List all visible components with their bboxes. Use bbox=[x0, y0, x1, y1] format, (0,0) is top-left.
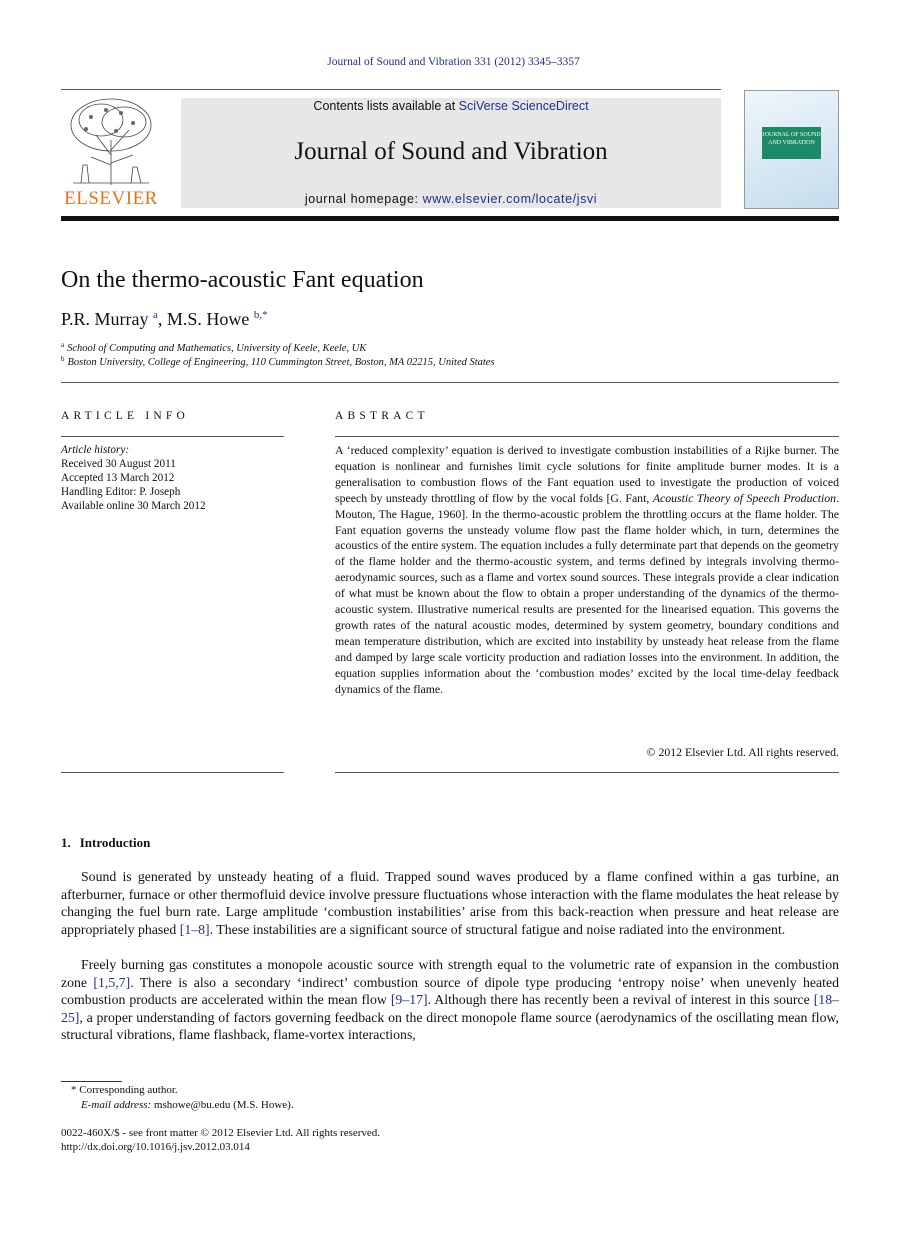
section-divider bbox=[61, 382, 839, 383]
corresponding-author-note: * Corresponding author. bbox=[71, 1084, 178, 1096]
journal-citation[interactable]: Journal of Sound and Vibration 331 (2012) 3345–3357 bbox=[327, 56, 580, 68]
paragraph-text: . There is also a secondary ‘indirect’ combustion source of dipole type producing ‘entropy noise’ when unevenly heated combustion products are accelerated within the mean flow bbox=[61, 974, 839, 1007]
contents-line bbox=[181, 99, 721, 113]
abstract-copyright: © 2012 Elsevier Ltd. All rights reserved. bbox=[646, 745, 839, 759]
paragraph-text: . Although there has recently been a revival of interest in this source bbox=[427, 992, 814, 1007]
abstract-ref-title: Acoustic Theory of Speech Production bbox=[652, 490, 837, 505]
sciencedirect-link[interactable]: SciVerse ScienceDirect bbox=[458, 99, 589, 113]
abstract-heading: ABSTRACT bbox=[335, 410, 429, 422]
journal-cover-thumbnail[interactable] bbox=[744, 90, 839, 209]
affiliation-mark: a bbox=[61, 341, 65, 349]
section-number: 1. bbox=[61, 835, 71, 850]
tree-logo-icon bbox=[61, 95, 161, 187]
publisher-wordmark: ELSEVIER bbox=[64, 188, 158, 209]
elsevier-logo bbox=[61, 95, 161, 210]
abstract-bottom-rule bbox=[335, 772, 839, 773]
affiliation-text: Boston University, College of Engineering, 110 Cummington Street, Boston, MA 02215, United States bbox=[67, 357, 495, 368]
abstract-text-part: . Mouton, The Hague, 1960]. In the thermo-acoustic problem the throttling occurs at the flame holder. The Fant equation governs the unsteady volume flow past the flame holder which, in turn, determines the acoustics of the entire system. The equation includes a fully determinate part that depends on the geometry of the flame holder and the thermo-acoustic system, and terms defined by integrals involving thermo-aerodynamic sources, such as a flame and vortex sound sources. These integrals provide a clear indication of what must be known about the flow to obtain a proper understanding of the dynamics of the thermo-acoustic system. Illustrative numerical results are presented for the linearised equation. This governs the growth rates of the natural acoustic modes, determined by system geometry, boundary conditions and mean temperature distribution, which are excited into instability by unsteady heat release from the flame and damped by large scale vorticity production and radiation losses into the environment. In addition, the equation supplies information about the ‘combustion modes’ excited by the local time-delay feedback dynamics of the flame. bbox=[335, 490, 840, 696]
email-label: E-mail address: bbox=[81, 1099, 152, 1111]
paragraph-text: , a proper understanding of factors governing feedback on the direct monopole flame source (aerodynamics of the oscillating mean flow, structural vibrations, flame flashback, flame-vortex interactions, bbox=[61, 1009, 839, 1042]
journal-homepage-link[interactable]: www.elsevier.com/locate/jsvi bbox=[422, 192, 598, 206]
author-separator: , bbox=[157, 309, 167, 329]
reference-link[interactable]: [1–8] bbox=[179, 921, 210, 937]
author-affiliation-mark[interactable]: b,* bbox=[253, 309, 268, 321]
reference-link[interactable]: [18–25] bbox=[61, 992, 839, 1025]
affiliation-a bbox=[61, 341, 366, 354]
front-matter-line: 0022-460X/$ - see front matter © 2012 Elsevier Ltd. All rights reserved. bbox=[61, 1127, 381, 1139]
homepage-line bbox=[181, 192, 721, 206]
article-title: On the thermo-acoustic Fant equation bbox=[61, 267, 424, 293]
body-paragraph bbox=[61, 956, 839, 1044]
cover-title: JOURNAL OF SOUND AND VIBRATION bbox=[762, 127, 821, 159]
affiliation-b bbox=[61, 355, 495, 368]
email-value[interactable]: mshowe@bu.edu (M.S. Howe). bbox=[151, 1099, 294, 1111]
masthead-top-rule bbox=[61, 89, 721, 90]
history-item: Available online 30 March 2012 bbox=[61, 500, 206, 512]
journal-name: Journal of Sound and Vibration bbox=[294, 138, 608, 165]
history-item: Accepted 13 March 2012 bbox=[61, 472, 175, 484]
article-info-bottom-rule bbox=[61, 772, 284, 773]
paragraph-text: Freely burning gas constitutes a monopole acoustic source with strength equal to the volumetric rate of expansion in the combustion zone bbox=[61, 957, 839, 990]
author-list bbox=[61, 309, 268, 330]
history-item: Handling Editor: P. Joseph bbox=[61, 486, 181, 498]
section-title: Introduction bbox=[79, 835, 151, 850]
paragraph-text: . These instabilities are a significant source of structural fatigue and noise radiated into the environment. bbox=[209, 921, 786, 937]
footnote-rule bbox=[61, 1081, 122, 1082]
abstract-top-rule bbox=[335, 436, 839, 437]
article-info-top-rule bbox=[61, 436, 284, 437]
history-item: Received 30 August 2011 bbox=[61, 458, 176, 470]
abstract-text-part: A ‘reduced complexity’ equation is derived to investigate combustion instabilities of a Rijke burner. The equation is nonlinear and furnishes limit cycle solutions for finite amplitude burner modes. It is a generalisation to combustion flows of the Fant equation used to investigate the production of voiced speech by unsteady throttling of flow by the vocal folds [G. Fant, bbox=[335, 443, 839, 505]
affiliation-mark: b bbox=[61, 355, 65, 363]
masthead-thick-rule bbox=[61, 216, 839, 221]
section-heading-introduction bbox=[61, 835, 150, 851]
contents-prefix: Contents lists available at bbox=[313, 99, 459, 113]
homepage-prefix: journal homepage: bbox=[304, 192, 423, 206]
reference-link[interactable]: [1,5,7] bbox=[93, 974, 131, 990]
paragraph-text: Sound is generated by unsteady heating of a fluid. Trapped sound waves produced by a flame confined within a gas turbine, an afterburner, furnace or other thermofluid device involve pressure fluctuations whose interaction with the flame modulates the heat release by changing the fuel burn rate. Large amplitude ‘combustion instabilities’ arise from this back-reaction when pressure and heat release are appropriately phased bbox=[61, 869, 839, 937]
body-paragraph bbox=[61, 868, 839, 938]
article-info-heading: ARTICLE INFO bbox=[61, 410, 189, 422]
author-name: P.R. Murray bbox=[61, 309, 149, 329]
email-note bbox=[81, 1099, 294, 1111]
author-affiliation-mark[interactable]: a bbox=[153, 309, 158, 321]
affiliation-text: School of Computing and Mathematics, University of Keele, Keele, UK bbox=[67, 343, 367, 354]
history-label: Article history: bbox=[61, 444, 130, 456]
reference-link[interactable]: [9–17] bbox=[390, 992, 428, 1007]
article-history bbox=[61, 443, 206, 513]
abstract-body bbox=[335, 443, 839, 698]
author-name: M.S. Howe bbox=[166, 309, 250, 329]
doi-link[interactable]: http://dx.doi.org/10.1016/j.jsv.2012.03.014 bbox=[61, 1141, 250, 1153]
